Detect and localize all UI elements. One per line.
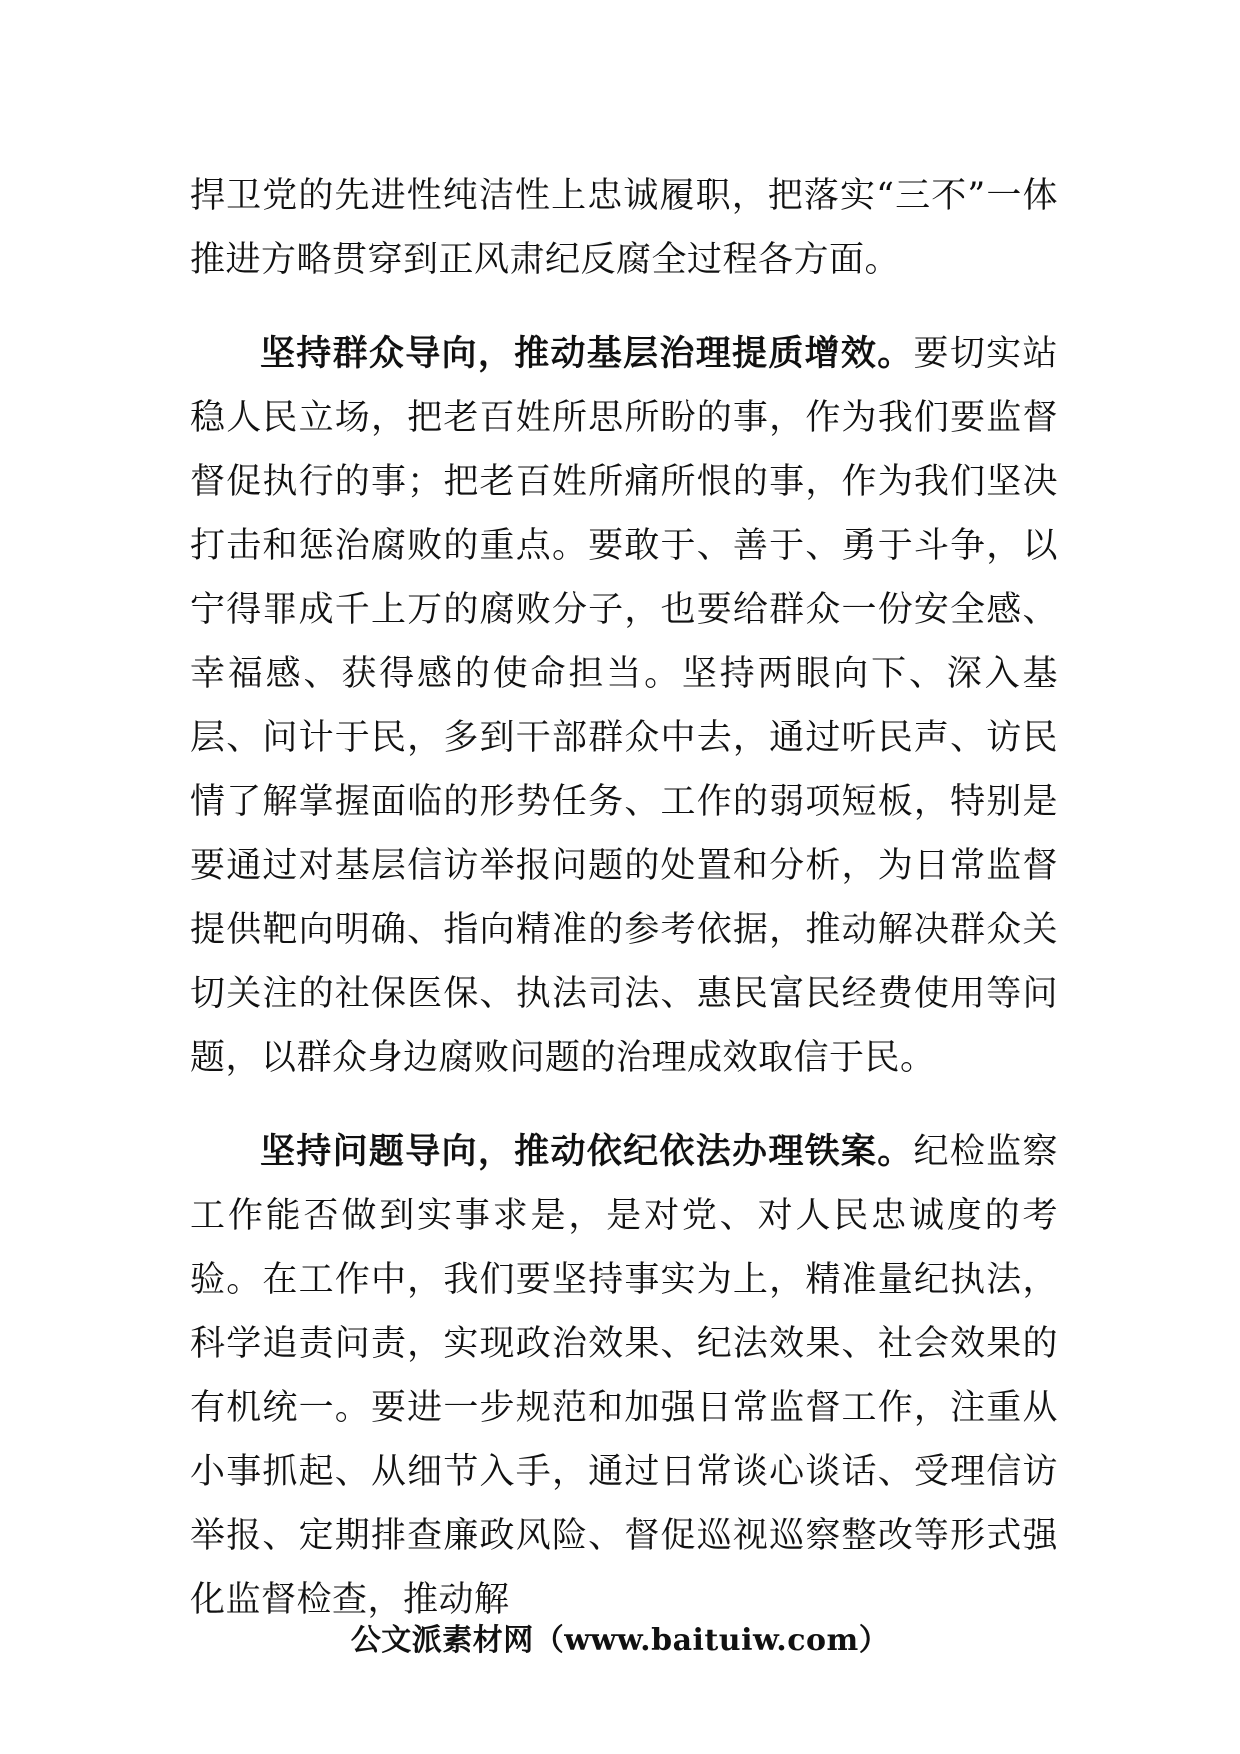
- paragraph-lead: 坚持群众导向，推动基层治理提质增效。: [260, 333, 914, 374]
- paragraph-lead: 坚持问题导向，推动依纪依法办理铁案。: [260, 1131, 914, 1172]
- paragraph-text: 要切实站稳人民立场，把老百姓所思所盼的事，作为我们要监督督促执行的事；把老百姓所痛所恨的事，作为我们坚决打击和惩治腐败的重点。要敢于、善于、勇于斗争，以宁得罪成千上万的腐败分子，也要给群众一份安全感、幸福感、获得感的使命担当。坚持两眼向下、深入基层、问计于民，多到干部群众中去，通过听民声、访民情了解掌握面临的形势任务、工作的弱项短板，特别是要通过对基层信访举报问题的处置和分析，为日常监督提供靶向明确、指向精准的参考依据，推动解决群众关切关注的社保医保、执法司法、惠民富民经费使用等问题，以群众身边腐败问题的治理成效取信于民。: [190, 334, 1058, 1078]
- paragraph-text: 捍卫党的先进性纯洁性上忠诚履职，把落实“三不”一体推进方略贯穿到正风肃纪反腐全过程各方面。: [190, 176, 1058, 280]
- paragraph-mass-orientation: [190, 322, 1058, 1090]
- paragraph-text: 纪检监察工作能否做到实事求是，是对党、对人民忠诚度的考验。在工作中，我们要坚持事实为上，精准量纪执法，科学追责问责，实现政治效果、纪法效果、社会效果的有机统一。要进一步规范和加强日常监督工作，注重从小事抓起、从细节入手，通过日常谈心谈话、受理信访举报、定期排查廉政风险、督促巡视巡察整改等形式强化监督检查，推动解: [190, 1132, 1058, 1620]
- paragraph-problem-orientation: [190, 1120, 1058, 1632]
- paragraph-continuation: [190, 164, 1058, 292]
- page-footer: 公文派素材网（www.baituiw.com）: [350, 1623, 890, 1658]
- document-body: [190, 164, 1058, 1632]
